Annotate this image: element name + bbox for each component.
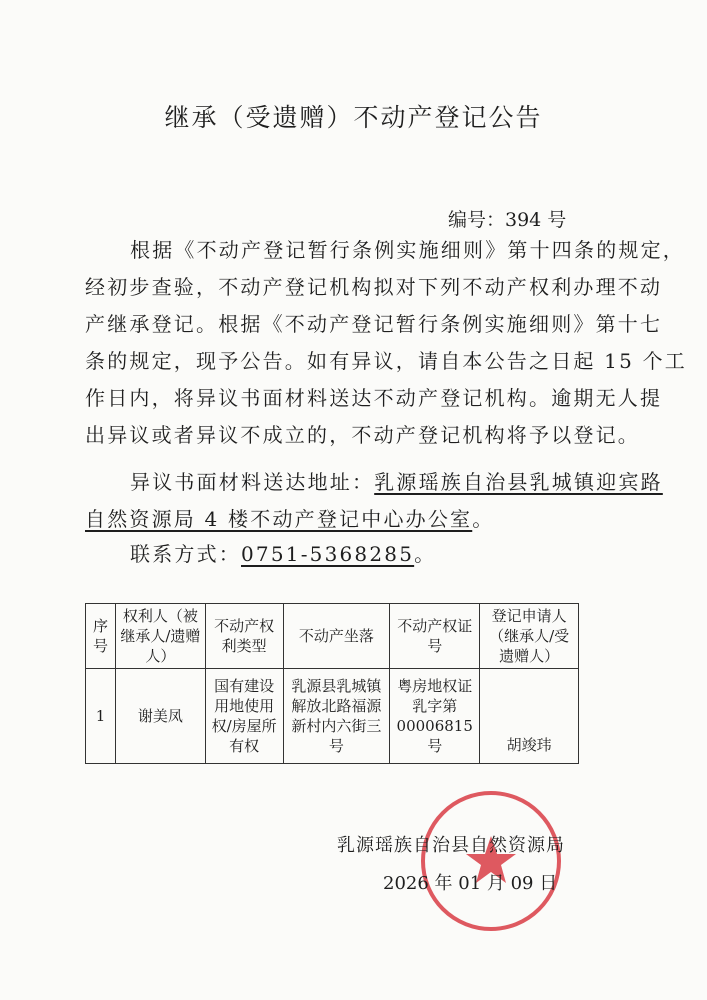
- table-header-row: [86, 604, 579, 669]
- body-line: 条的规定，现予公告。如有异议，请自本公告之日起 15 个工: [85, 349, 687, 373]
- address-value-2: 自然资源局 4 楼不动产登记中心办公室: [85, 507, 473, 531]
- page-title: 继承（受遗赠）不动产登记公告: [164, 103, 543, 132]
- issuing-organization: 乳源瑶族自治县自然资源局: [337, 835, 565, 856]
- cell-applicant: 胡竣玮: [480, 669, 579, 764]
- official-seal-icon: [418, 788, 564, 934]
- header-owner: 权利人（被继承人/遗赠人）: [115, 604, 205, 669]
- body-line: 出异议或者异议不成立的，不动产登记机构将予以登记。: [85, 423, 640, 447]
- cell-certificate: 粤房地权证乳字第00006815 号: [390, 669, 480, 764]
- address-line-2: [85, 503, 595, 532]
- header-applicant: 登记申请人（继承人/受遗赠人）: [480, 604, 579, 669]
- header-index: 序号: [86, 604, 116, 669]
- table-row: [86, 669, 579, 764]
- cell-right-type: 国有建设用地使用权/房屋所有权: [205, 669, 283, 764]
- registration-table: [85, 603, 579, 764]
- header-location: 不动产坐落: [283, 604, 390, 669]
- header-right-type: 不动产权利类型: [205, 604, 283, 669]
- body-line: 产继承登记。根据《不动产登记暂行条例实施细则》第十七: [85, 312, 663, 336]
- cell-index: 1: [86, 669, 116, 764]
- cell-owner: 谢美凤: [115, 669, 205, 764]
- punctuation: 。: [414, 542, 437, 566]
- address-line: [130, 466, 663, 495]
- issue-date: 2026 年 01 月 09 日: [383, 873, 558, 894]
- cell-location: 乳源县乳城镇解放北路福源新村内六街三号: [283, 669, 390, 764]
- address-label: 异议书面材料送达地址：: [130, 470, 375, 494]
- body-line: 经初步查验，不动产登记机构拟对下列不动产权利办理不动: [85, 275, 663, 299]
- contact-line: [130, 538, 640, 567]
- document-number: 编号：394 号: [448, 209, 567, 231]
- header-certificate: 不动产权证号: [390, 604, 480, 669]
- contact-phone: 0751-5368285: [241, 542, 415, 566]
- punctuation: 。: [472, 507, 495, 531]
- contact-label: 联系方式：: [130, 542, 241, 566]
- address-value-1: 乳源瑶族自治县乳城镇迎宾路: [374, 470, 663, 494]
- body-line: 作日内，将异议书面材料送达不动产登记机构。逾期无人提: [85, 386, 663, 410]
- body-line: 根据《不动产登记暂行条例实施细则》第十四条的规定，: [130, 238, 685, 262]
